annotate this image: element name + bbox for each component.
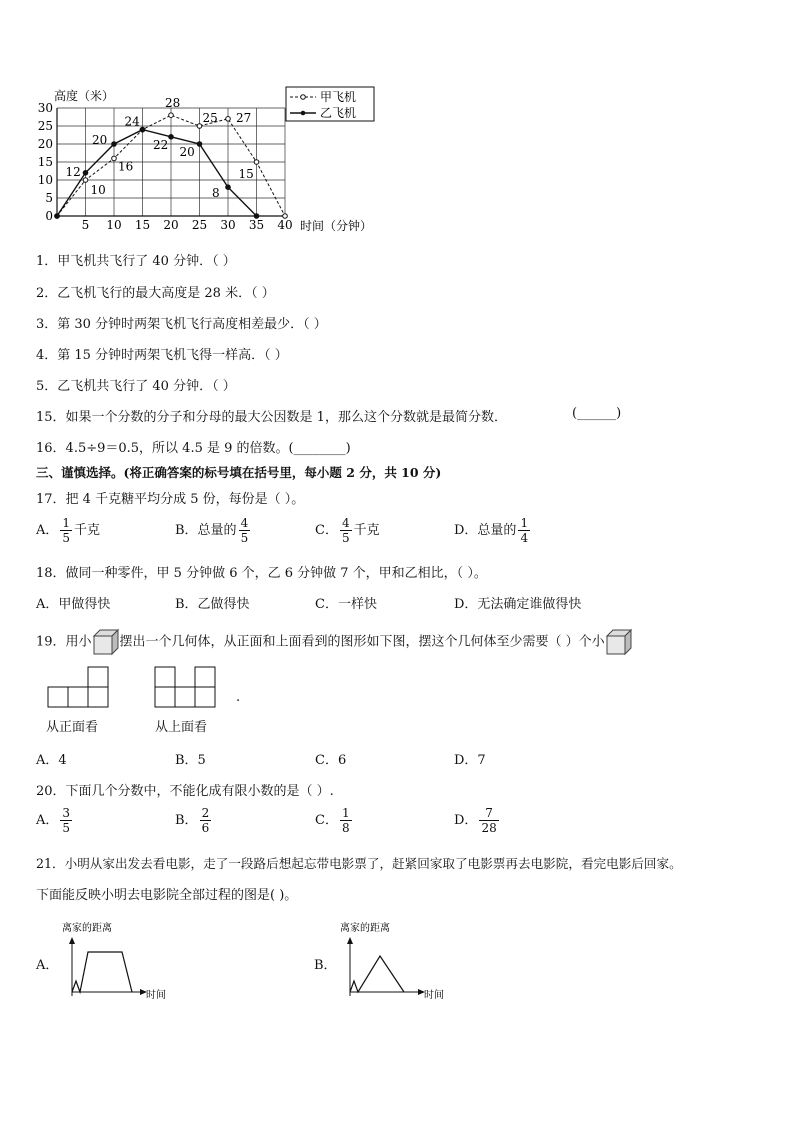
q21-graph-b	[338, 918, 458, 1002]
data-point	[283, 214, 288, 219]
q17-option-b[interactable]: B．总量的 $\frac{4}{5}$	[175, 516, 249, 545]
q18-option-d[interactable]: D．无法确定谁做得快	[454, 597, 582, 612]
point-label: 8	[212, 186, 220, 201]
question-18: 18．做同一种零件，甲 5 分钟做 6 个，乙 6 分钟做 7 个，甲和乙相比，（ ）。	[36, 566, 487, 581]
point-label: 22	[153, 137, 169, 152]
question-2: 2．乙飞机飞行的最大高度是 28 米．（ ）	[36, 286, 275, 301]
data-point	[226, 185, 231, 190]
cube-icon	[92, 628, 120, 656]
q19-option-c[interactable]: C．6	[315, 753, 347, 768]
q19-option-d[interactable]: D．7	[454, 753, 486, 768]
question-21-line-1: 21．小明从家出发去看电影，走了一段路后想起忘带电影票了，赶紧回家取了电影票再去电影院，看完电影后回家。	[36, 856, 682, 871]
chart-x-label: 时间（分钟）	[300, 219, 373, 233]
y-tick-label: 25	[37, 119, 53, 133]
altitude-chart	[30, 86, 390, 236]
q21-option-a-label[interactable]: A．	[36, 958, 59, 973]
point-label: 20	[92, 133, 108, 147]
q21-b-x-label: 时间	[424, 990, 444, 1001]
question-20: 20．下面几个分数中，不能化成有限小数的是（ ）.	[36, 784, 334, 799]
y-tick-label: 10	[37, 173, 53, 187]
y-tick-label: 0	[45, 209, 53, 223]
point-label: 25	[202, 111, 218, 125]
q20-option-d[interactable]: D． $\frac{7}{28}$	[454, 806, 497, 835]
question-4: 4．第 15 分钟时两架飞机飞得一样高．（ ）	[36, 348, 288, 363]
q18-option-c[interactable]: C．一样快	[315, 597, 377, 612]
data-point	[112, 142, 117, 147]
data-point	[169, 113, 174, 118]
q19-option-a[interactable]: A．4	[36, 753, 67, 768]
data-point	[83, 171, 88, 176]
x-tick-label: 40	[277, 218, 293, 232]
y-tick-label: 20	[37, 137, 53, 151]
q21-b-y-label: 离家的距离	[340, 923, 390, 934]
q21-a-x-label: 时间	[146, 990, 166, 1001]
q18-option-b[interactable]: B．乙做得快	[175, 597, 250, 612]
x-tick-label: 5	[81, 218, 90, 232]
question-3: 3．第 30 分钟时两架飞机飞行高度相差最少．（ ）	[36, 317, 327, 332]
point-label: 15	[238, 167, 254, 181]
data-point	[197, 124, 202, 129]
data-point	[169, 135, 174, 140]
x-tick-label: 20	[163, 218, 179, 232]
q21-graph-a	[60, 918, 180, 1002]
top-view-figure	[153, 665, 217, 709]
x-tick-label: 10	[106, 218, 122, 232]
q21-option-b-label[interactable]: B．	[314, 958, 337, 973]
section-3-heading: 三、谨慎选择。(将正确答案的标号填在括号里，每小题 2 分，共 10 分)	[36, 465, 442, 480]
question-17: 17．把 4 千克糖平均分成 5 份，每份是（ ）。	[36, 492, 305, 507]
front-view-caption: 从正面看	[46, 720, 99, 735]
q17-option-c[interactable]: C． $\frac{4}{5}$ 千克	[315, 516, 380, 545]
question-1: 1．甲飞机共飞行了 40 分钟．（ ）	[36, 254, 236, 269]
data-point	[254, 160, 259, 165]
question-5: 5．乙飞机共飞行了 40 分钟．（ ）	[36, 379, 236, 394]
data-point	[254, 214, 259, 219]
question-19: 19．用小 摆出一个几何体，从正面和上面看到的图形如下图，摆这个几何体至少需要（ ）个小	[36, 628, 633, 656]
x-tick-label: 25	[191, 218, 208, 232]
point-label: 12	[65, 164, 81, 179]
data-point	[140, 127, 145, 132]
data-point	[226, 117, 231, 122]
y-tick-label: 30	[37, 101, 53, 115]
data-point	[112, 156, 117, 161]
legend-series-2: 乙飞机	[320, 106, 357, 120]
data-point	[55, 214, 60, 219]
chart-legend	[286, 87, 374, 121]
q17-option-d[interactable]: D．总量的 $\frac{1}{4}$	[454, 516, 529, 545]
q19-option-b[interactable]: B．5	[175, 753, 206, 768]
top-view-caption: 从上面看	[155, 720, 208, 735]
question-16: 16．4.5÷9＝0.5，所以 4.5 是 9 的倍数。(________)	[36, 441, 351, 456]
x-tick-label: 35	[248, 218, 265, 232]
cube-icon	[605, 628, 633, 656]
q18-option-a[interactable]: A．甲做得快	[36, 597, 111, 612]
front-view-figure	[46, 665, 110, 709]
q20-option-b[interactable]: B． $\frac{2}{6}$	[175, 806, 210, 835]
question-15: 15．如果一个分数的分子和分母的最大公因数是 1，那么这个分数就是最简分数．	[36, 410, 507, 425]
legend-series-1: 甲飞机	[320, 90, 357, 104]
point-label: 27	[236, 110, 252, 125]
q20-option-a[interactable]: A． $\frac{3}{5}$	[36, 806, 71, 835]
question-15-blank[interactable]: (______)	[572, 406, 622, 421]
x-tick-label: 30	[220, 218, 236, 232]
q21-a-y-label: 离家的距离	[62, 923, 112, 934]
point-label: 16	[118, 159, 134, 174]
y-tick-label: 5	[45, 191, 53, 205]
point-label: 10	[90, 183, 106, 197]
question-21-line-2: 下面能反映小明去电影院全部过程的图是( )。	[36, 888, 298, 903]
point-label: 24	[124, 114, 140, 129]
q19-figure-dot: .	[236, 690, 241, 705]
data-point	[83, 178, 88, 183]
data-point	[197, 142, 202, 147]
point-label: 20	[179, 145, 195, 159]
chart-y-label: 高度（米）	[54, 89, 115, 103]
q20-option-c[interactable]: C． $\frac{1}{8}$	[315, 806, 350, 835]
y-tick-label: 15	[37, 155, 53, 169]
point-label: 28	[165, 96, 181, 111]
x-tick-label: 15	[134, 218, 151, 232]
q17-option-a[interactable]: A． $\frac{1}{5}$ 千克	[36, 516, 101, 545]
